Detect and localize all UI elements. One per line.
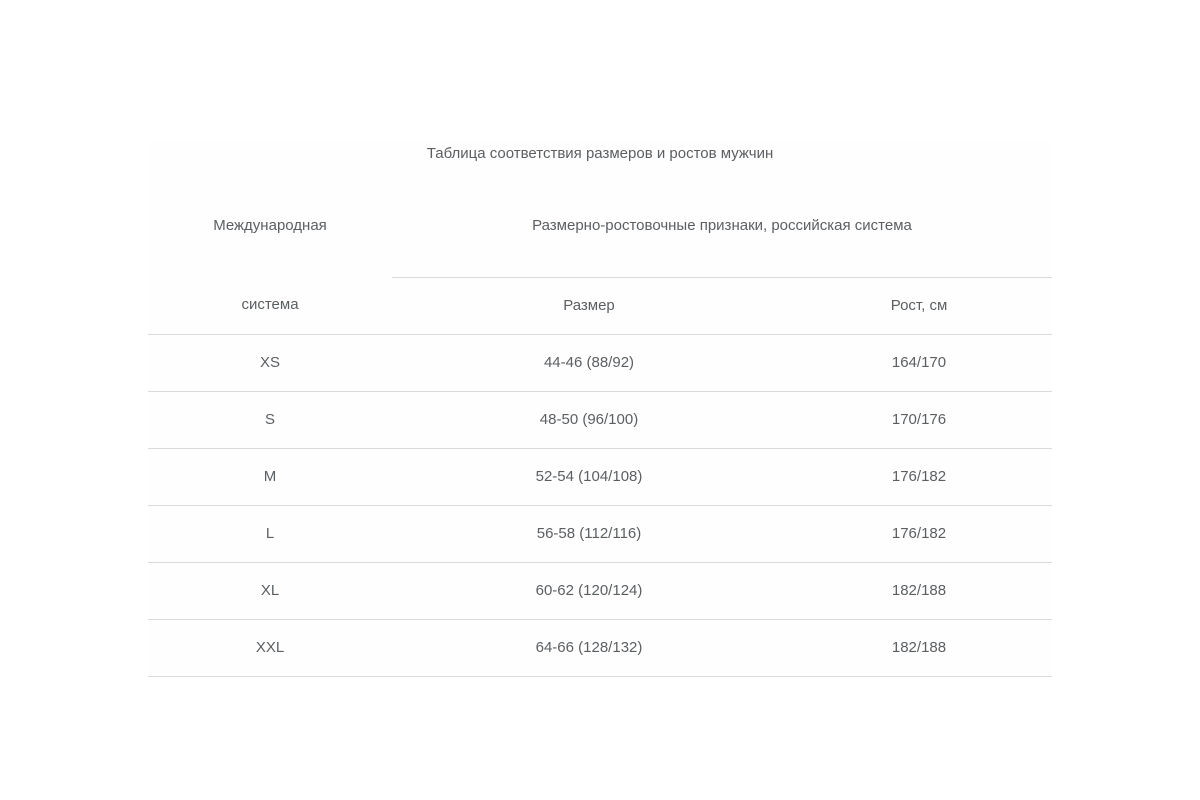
cell-international: S — [264, 411, 275, 428]
table-row — [148, 335, 1052, 392]
header-international-system — [148, 190, 392, 334]
table-row — [148, 506, 1052, 563]
header-international-line2: система — [241, 296, 299, 313]
cell-height: 176/182 — [891, 525, 947, 542]
header-size: Размер — [563, 297, 615, 314]
cell-height: 182/188 — [891, 639, 947, 656]
cell-height: 176/182 — [891, 468, 947, 485]
table-body — [148, 335, 1052, 677]
header-height: Рост, см — [890, 297, 948, 314]
cell-size: 60-62 (120/124) — [535, 582, 643, 599]
cell-size: 44-46 (88/92) — [543, 354, 635, 371]
cell-size: 64-66 (128/132) — [535, 639, 643, 656]
cell-international: M — [263, 468, 277, 485]
table-row — [148, 392, 1052, 449]
cell-height: 182/188 — [891, 582, 947, 599]
table-caption: Таблица соответствия размеров и ростов мужчин — [426, 145, 774, 162]
cell-international: XS — [259, 354, 280, 371]
header-russian-system: Размерно-ростовочные признаки, российская система — [392, 190, 1052, 278]
table-row — [148, 563, 1052, 620]
cell-height: 164/170 — [891, 354, 947, 371]
cell-international: XL — [260, 582, 280, 599]
size-table — [148, 142, 1052, 677]
table-row — [148, 620, 1052, 677]
table-row — [148, 449, 1052, 506]
cell-international: L — [265, 525, 275, 542]
cell-international: XXL — [255, 639, 285, 656]
table-header — [148, 190, 1052, 334]
cell-size: 52-54 (104/108) — [535, 468, 643, 485]
cell-size: 48-50 (96/100) — [539, 411, 639, 428]
header-international-line1: Международная — [213, 217, 327, 234]
cell-height: 170/176 — [891, 411, 947, 428]
header-divider — [148, 334, 1052, 335]
cell-size: 56-58 (112/116) — [536, 525, 642, 542]
